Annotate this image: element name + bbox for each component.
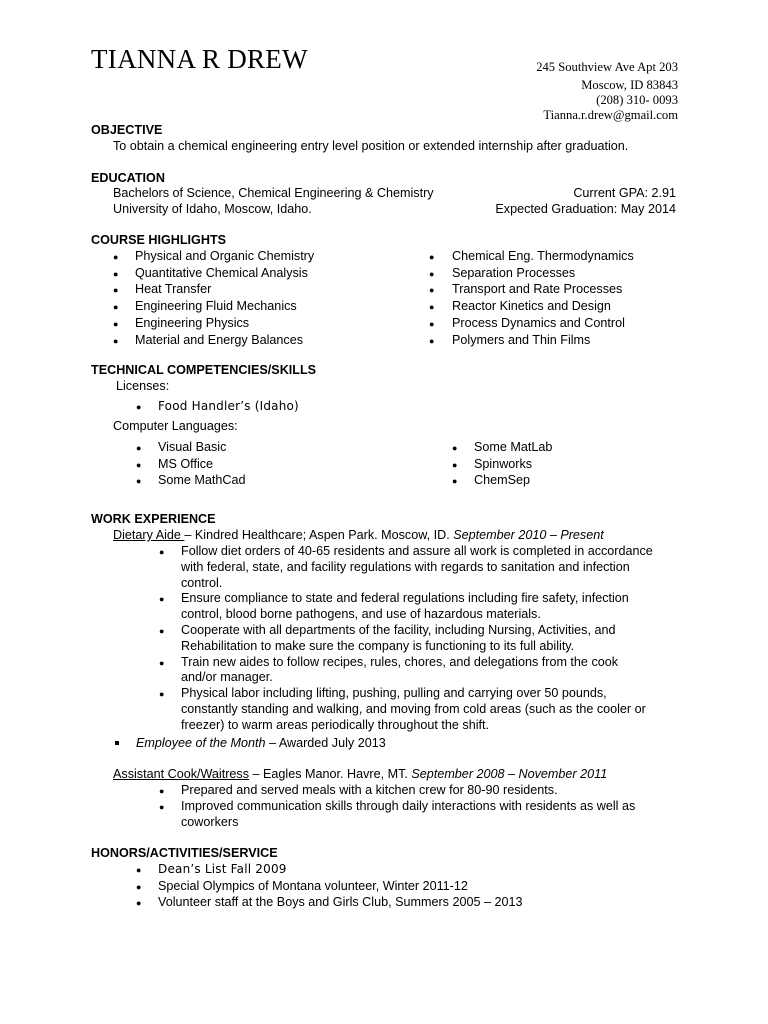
list-item: Spinworks: [474, 456, 533, 471]
bullet-icon: ●: [159, 547, 165, 557]
bullet-icon: ●: [113, 302, 119, 313]
bullet-icon: ●: [113, 318, 119, 329]
list-item: Volunteer staff at the Boys and Girls Club, Summers 2005 – 2013: [158, 895, 523, 909]
job2-employer: – Eagles Manor. Havre, MT.: [249, 767, 412, 781]
languages-label: Computer Languages:: [113, 419, 238, 433]
email-address: Tianna.r.drew@gmail.com: [543, 108, 678, 122]
bullet-icon: ●: [136, 459, 142, 470]
bullet-icon: ●: [159, 801, 165, 812]
list-item: Heat Transfer: [135, 282, 212, 297]
bullet-text-line: Ensure compliance to state and federal regulations including fire safety, infection: [181, 591, 629, 606]
list-item: Quantitative Chemical Analysis: [135, 265, 308, 280]
list-item: Dean’s List Fall 2009: [158, 862, 287, 876]
list-item: Physical and Organic Chemistry: [135, 249, 315, 263]
bullet-icon: ●: [159, 689, 165, 700]
list-item: Transport and Rate Processes: [452, 282, 623, 297]
school-text: University of Idaho, Moscow, Idaho.: [113, 202, 312, 216]
phone-number: (208) 310- 0093: [596, 93, 678, 107]
list-item: Special Olympics of Montana volunteer, Winter 2011-12: [158, 878, 468, 893]
honors-heading: HONORS/ACTIVITIES/SERVICE: [91, 846, 278, 860]
degree-text: Bachelors of Science, Chemical Engineering & Chemistry: [113, 186, 434, 200]
bullet-icon: ●: [113, 268, 119, 279]
list-item: Material and Energy Balances: [135, 332, 304, 347]
licenses-label: Licenses:: [116, 379, 170, 393]
bullet-icon: ●: [429, 252, 435, 262]
award-line: [136, 736, 386, 750]
graduation-text: Expected Graduation: May 2014: [495, 202, 676, 216]
gpa-text: Current GPA: 2.91: [573, 186, 676, 200]
list-item: Engineering Fluid Mechanics: [135, 299, 297, 314]
bullet-text-line: constantly standing and walking, and moving from cold areas (such as the cooler or: [181, 702, 646, 716]
bullet-text-line: Prepared and served meals with a kitchen crew for 80-90 residents.: [181, 783, 558, 797]
bullet-text-line: coworkers: [181, 814, 239, 829]
work-heading: WORK EXPERIENCE: [91, 512, 216, 526]
bullet-icon: ●: [159, 657, 165, 668]
skills-heading: TECHNICAL COMPETENCIES/SKILLS: [91, 363, 317, 377]
job2-title: Assistant Cook/Waitress: [113, 767, 250, 781]
job1-dates: September 2010 – Present: [453, 528, 604, 542]
bullet-text-line: Follow diet orders of 40-65 residents and assure all work is completed in accordance: [181, 544, 653, 558]
address-line-2: Moscow, ID 83843: [581, 78, 678, 92]
square-bullet-icon: [115, 741, 119, 745]
bullet-text-line: freezer) to warm areas periodically throughout the shift.: [181, 717, 489, 732]
list-item: Process Dynamics and Control: [452, 315, 625, 330]
bullet-text-line: Improved communication skills through daily interactions with residents as well as: [181, 798, 636, 813]
list-item: MS Office: [158, 456, 214, 471]
bullet-icon: ●: [159, 594, 165, 605]
bullet-icon: ●: [452, 459, 458, 470]
bullet-text-line: Rehabilitation to make sure the company is functioning to its full ability.: [181, 638, 575, 653]
objective-text: To obtain a chemical engineering entry level position or extended internship after graduation.: [113, 139, 629, 153]
bullet-icon: ●: [159, 626, 165, 636]
job2-line: [113, 767, 607, 781]
bullet-text-line: control.: [181, 575, 223, 590]
bullet-icon: ●: [113, 285, 119, 296]
job1-title: Dietary Aide: [113, 528, 185, 542]
list-item: Engineering Physics: [135, 315, 250, 330]
bullet-icon: ●: [159, 786, 165, 796]
list-item: Reactor Kinetics and Design: [452, 299, 611, 314]
education-heading: EDUCATION: [91, 171, 165, 185]
bullet-icon: ●: [429, 335, 435, 346]
bullet-icon: ●: [113, 252, 119, 262]
award-title: Employee of the Month: [136, 736, 266, 750]
bullet-text-line: Train new aides to follow recipes, rules, chores, and delegations from the cook: [181, 654, 619, 669]
bullet-text-line: Cooperate with all departments of the facility, including Nursing, Activities, and: [181, 623, 616, 637]
bullet-icon: ●: [429, 268, 435, 279]
bullet-icon: ●: [136, 476, 142, 487]
bullet-icon: ●: [136, 881, 142, 892]
list-item: Some MatLab: [474, 440, 553, 454]
bullet-icon: ●: [429, 318, 435, 329]
address-line-1: 245 Southview Ave Apt 203: [536, 60, 678, 74]
bullet-icon: ●: [429, 285, 435, 296]
bullet-icon: ●: [136, 402, 142, 412]
bullet-icon: ●: [452, 443, 458, 453]
bullet-icon: ●: [429, 302, 435, 313]
bullet-text-line: with federal, state, and facility regulations with regards to sanitation and infection: [181, 559, 630, 574]
bullet-text-line: Physical labor including lifting, pushing, pulling and carrying over 50 pounds,: [181, 686, 607, 701]
job1-line: [113, 528, 604, 542]
objective-heading: OBJECTIVE: [91, 123, 163, 137]
list-item: ChemSep: [474, 473, 531, 488]
resume-name: TIANNA R DREW: [91, 44, 308, 74]
award-detail: – Awarded July 2013: [265, 736, 386, 750]
bullet-icon: ●: [452, 476, 458, 487]
list-item: Polymers and Thin Films: [452, 332, 591, 347]
job1-employer: – Kindred Healthcare; Aspen Park. Moscow, ID.: [184, 528, 454, 542]
list-item: Some MathCad: [158, 473, 246, 488]
list-item: Visual Basic: [158, 440, 227, 454]
bullet-icon: ●: [136, 898, 142, 908]
license-item: Food Handler’s (Idaho): [158, 399, 299, 413]
job2-dates: September 2008 – November 2011: [411, 767, 608, 781]
list-item: Separation Processes: [452, 265, 576, 280]
bullet-icon: ●: [113, 335, 119, 346]
courses-heading: COURSE HIGHLIGHTS: [91, 233, 227, 247]
list-item: Chemical Eng. Thermodynamics: [452, 249, 634, 263]
bullet-icon: ●: [136, 443, 142, 453]
bullet-text-line: and/or manager.: [181, 670, 273, 685]
bullet-icon: ●: [136, 865, 142, 875]
bullet-text-line: control, blood borne pathogens, and use of hazardous materials.: [181, 607, 541, 622]
